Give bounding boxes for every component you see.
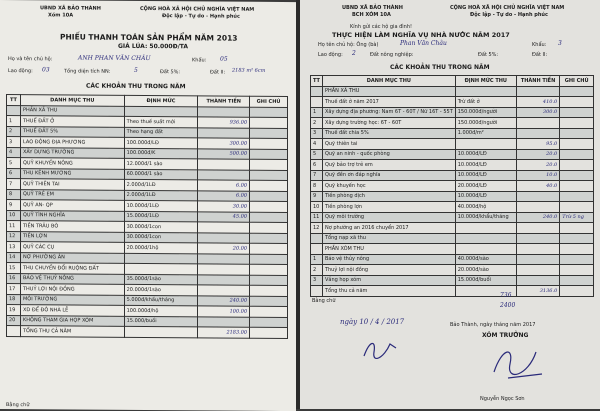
table-row [7, 326, 288, 338]
table-cell: 4 [311, 139, 323, 150]
table-cell: 100.000đ/K [124, 148, 198, 159]
table-cell [560, 286, 594, 297]
table-cell: 2 [311, 265, 323, 276]
table-cell: THU KÊNH MƯƠNG [20, 168, 124, 179]
col-header: ĐỊNH MỨC THU [455, 76, 516, 87]
table-row [311, 233, 594, 244]
table-cell: Theo thuế suất mới [124, 116, 198, 127]
table-cell [250, 107, 288, 118]
left-price: GIÁ LÚA: 50.000Đ/TA [118, 42, 189, 51]
table-cell: 17 [7, 284, 21, 295]
table-cell: 20.00 [198, 243, 250, 254]
right-notice [300, 0, 600, 409]
right-org-line2: BCH XÓM 10A [352, 12, 391, 18]
table-cell [516, 128, 559, 139]
table-cell [250, 212, 288, 223]
table-cell: TỔNG THU CẢ NĂM [20, 326, 124, 337]
table-cell [250, 254, 288, 265]
table-cell: 19 [7, 305, 21, 316]
table-cell: QUỸ TÌNH NGHĨA [20, 210, 124, 221]
table-cell: 10.000đ/LĐ [455, 170, 516, 181]
table-row [311, 160, 594, 171]
right-footer-label: Bằng chữ [312, 298, 336, 304]
table-row [311, 191, 594, 202]
table-cell [250, 149, 288, 160]
table-cell: QUỸ CÁC CỤ [20, 242, 124, 253]
right-khau-label: Khẩu: [532, 42, 547, 48]
table-cell [560, 233, 594, 244]
table-cell: 30.000đ/1con [124, 221, 198, 232]
table-cell: 9 [311, 191, 323, 202]
table-cell: 1.000đ/m² [455, 128, 516, 139]
col-header: THÀNH TIỀN [516, 76, 559, 87]
table-cell: Thuế đất chia 5% [322, 128, 455, 139]
right-republic: CỘNG HOÀ XÃ HỘI CHỦ NGHĨA VIỆT NAM [450, 5, 565, 11]
table-cell: Trừ 5 ng [560, 212, 594, 223]
left-fees-table [6, 94, 288, 338]
table-row [311, 275, 594, 286]
table-cell: BẢO VỆ THUỶ NÔNG [20, 273, 124, 284]
left-footer: Bằng chữ [6, 402, 30, 409]
table-cell: Theo hạng đất [124, 127, 198, 138]
table-cell [250, 317, 288, 328]
left-republic: CỘNG HOÀ XÃ HỘI CHỦ NGHĨA VIỆT NAM [140, 5, 255, 13]
table-cell: Tiền phòng dịch [322, 191, 455, 202]
right-dat-label: Đất nông nghiệp: [370, 52, 414, 58]
table-cell [7, 326, 21, 337]
table-cell: Tổng nạp xã thu [322, 233, 455, 244]
table-cell [250, 285, 288, 296]
table-row [311, 170, 594, 181]
table-cell: 8 [311, 181, 323, 192]
table-cell [198, 106, 250, 117]
left-org-line1: UBND XÃ BẢO THÀNH [40, 5, 101, 12]
table-cell [311, 86, 323, 97]
table-cell: Vắng họp xóm [322, 275, 455, 286]
table-cell [560, 191, 594, 202]
col-header: THÀNH TIỀN [198, 96, 250, 107]
table-cell [198, 127, 250, 138]
right-labor-label: Lao động: [318, 52, 343, 58]
table-cell: 10.000đ/khẩu/tháng [455, 212, 516, 223]
table-cell: 20.000đ/LĐ [455, 181, 516, 192]
table-cell [198, 264, 250, 275]
table-cell: 20.000đ/1hộ [124, 242, 198, 253]
table-cell [198, 316, 250, 327]
table-cell [516, 233, 559, 244]
table-cell: 5 [311, 149, 323, 160]
table-cell [198, 159, 250, 170]
table-cell: 35.000đ/1sào [124, 274, 198, 285]
table-cell: 3 [7, 137, 21, 148]
table-cell: NỢ PHƯỜNG ÂN [20, 252, 124, 263]
right-dat5-label: Đất 5%: [478, 52, 499, 58]
table-cell [516, 223, 559, 234]
table-cell [516, 275, 559, 286]
table-cell: 240.0 [516, 212, 559, 223]
table-cell [455, 233, 516, 244]
table-row [311, 86, 594, 97]
table-cell [455, 223, 516, 234]
table-cell [198, 285, 250, 296]
table-cell [250, 159, 288, 170]
table-cell: 18 [7, 294, 21, 305]
table-cell [250, 191, 288, 202]
table-cell [124, 106, 198, 117]
right-khau-value: 3 [558, 40, 562, 47]
table-cell [250, 201, 288, 212]
right-labor-value: 2 [352, 50, 356, 57]
signature-scribble [360, 336, 400, 362]
table-cell: PHẦN XÃ THU [20, 105, 124, 116]
table-cell: 7 [7, 179, 21, 190]
col-header: DANH MỤC THU [322, 76, 455, 87]
left-org-line2: Xóm 10A [48, 12, 74, 19]
table-row [311, 244, 594, 255]
table-cell: 10.000đ/1LĐ [124, 200, 198, 211]
table-cell: 300.0 [516, 107, 559, 118]
col-header: GHI CHÚ [560, 76, 594, 87]
table-cell: Thuế đất ở năm 2017 [322, 97, 455, 108]
table-cell: 20 [7, 315, 21, 326]
right-greeting: Kính gửi các hộ gia đình! [350, 24, 413, 30]
table-cell: Quỹ đền ơn đáp nghĩa [322, 170, 455, 181]
table-cell: 5 [7, 158, 21, 169]
table-cell: 13 [7, 242, 21, 253]
table-cell [250, 180, 288, 191]
table-row [311, 107, 594, 118]
table-cell [250, 327, 288, 338]
left-labor-value: 03 [42, 66, 50, 74]
table-cell [198, 232, 250, 243]
table-cell [516, 191, 559, 202]
table-cell [250, 275, 288, 286]
table-cell [198, 274, 250, 285]
table-cell [311, 97, 323, 108]
table-cell [250, 243, 288, 254]
table-cell: 9 [7, 200, 21, 211]
table-cell [560, 265, 594, 276]
table-cell [560, 223, 594, 234]
table-cell: 3 [311, 128, 323, 139]
table-cell: QUỸ KHUYẾN NÔNG [20, 158, 124, 169]
table-cell: 936.00 [198, 117, 250, 128]
table-cell: 40.000đ/sào [455, 254, 516, 265]
right-fees-table [310, 75, 594, 297]
table-cell: Quỹ thiên tai [322, 139, 455, 150]
table-cell: 15.000đ/1LĐ [124, 211, 198, 222]
table-cell [560, 244, 594, 255]
table-cell: 20.0 [516, 149, 559, 160]
table-cell: 8 [7, 189, 21, 200]
table-cell [198, 222, 250, 233]
table-cell [516, 118, 559, 129]
table-cell: 240.00 [198, 295, 250, 306]
table-cell: QUỸ THIÊN TAI [20, 179, 124, 190]
table-cell: 15.000đ/buổi [455, 275, 516, 286]
table-cell: 300.00 [198, 138, 250, 149]
table-cell [124, 253, 198, 264]
col-header: TT [7, 95, 21, 106]
table-cell [560, 118, 594, 129]
table-cell [560, 107, 594, 118]
table-cell: 30.00 [198, 201, 250, 212]
left-section-title: CÁC KHOẢN THU TRONG NĂM [86, 82, 186, 91]
left-owner-value: ANH PHAN VĂN CHÂU [78, 54, 151, 63]
table-cell [124, 263, 198, 274]
left-area-value: 5 [134, 66, 138, 74]
table-row [311, 202, 594, 213]
table-cell: 3 [311, 275, 323, 286]
col-header: DANH MỤC THU [20, 95, 124, 106]
table-cell: Quỹ môi trường [322, 212, 455, 223]
table-cell: 20.000đ/sào [455, 265, 516, 276]
left-area-label: Tổng diện tích NN: [64, 68, 111, 75]
left-title: PHIẾU THANH TOÁN SẢN PHẨM NĂM 2013 [60, 32, 238, 43]
col-header: TT [311, 76, 323, 87]
table-cell [560, 97, 594, 108]
table-cell: 500.00 [198, 148, 250, 159]
right-sig-date: Bảo Thành, ngày tháng năm 2017 [450, 322, 536, 328]
left-motto: Độc lập - Tự do - Hạnh phúc [162, 13, 240, 20]
col-header: ĐỊNH MỨC [124, 95, 198, 106]
table-cell [560, 149, 594, 160]
table-cell: 11 [311, 212, 323, 223]
left-khau-label: Khẩu: [192, 57, 207, 64]
table-cell: 150.000đ/người [455, 118, 516, 129]
table-cell [250, 306, 288, 317]
right-owner-value: Phan Văn Châu [400, 40, 447, 47]
table-cell: Quỹ khuyến học [322, 181, 455, 192]
table-cell: THUẾ ĐẤT 5% [20, 126, 124, 137]
table-cell [455, 244, 516, 255]
table-cell [250, 233, 288, 244]
table-cell: 12.000đ/1 sào [124, 158, 198, 169]
table-cell: 10.000đ/LĐ [455, 149, 516, 160]
table-cell: 20.0 [516, 160, 559, 171]
table-cell [516, 202, 559, 213]
table-cell: XD ĐỂ ĐÔ NHÀ LỄ [20, 305, 124, 316]
table-cell: Xây dựng địa phương: Nam 6T - 60T / Nữ 16T - 55T [322, 107, 455, 118]
table-cell: 15.000/buổi [124, 316, 198, 327]
chief-signature [488, 342, 548, 382]
table-cell: 10.000đ/LĐ [455, 191, 516, 202]
table-cell: 100.000đ/LĐ [124, 137, 198, 148]
table-cell: 10.000đ/LĐ [455, 160, 516, 171]
right-org-line1: UBND XÃ BẢO THÀNH [342, 5, 403, 11]
right-sig-role: XÓM TRƯỞNG [482, 332, 529, 339]
right-totals-note2: 2400 [500, 302, 516, 309]
table-cell [516, 265, 559, 276]
col-header: GHI CHÚ [250, 96, 288, 107]
table-cell: Xây dựng trường học: 6T - 60T [322, 118, 455, 129]
table-cell [560, 86, 594, 97]
table-row [311, 97, 594, 108]
table-cell: 11 [7, 221, 21, 232]
table-cell: 410.0 [516, 97, 559, 108]
table-cell [250, 170, 288, 181]
table-cell: THUỶ LỢI NỘI ĐỒNG [20, 284, 124, 295]
table-cell: 14 [7, 252, 21, 263]
table-cell: 1 [311, 254, 323, 265]
table-cell: 2.000đ/1LĐ [124, 190, 198, 201]
table-row [311, 286, 594, 297]
table-cell: LAO ĐỘNG ĐỊA PHƯƠNG [20, 137, 124, 148]
table-cell [560, 139, 594, 150]
table-cell [311, 286, 323, 297]
table-cell: 16 [7, 273, 21, 284]
table-cell [250, 117, 288, 128]
table-cell: KHÔNG THAM GIA HỌP XÓM [20, 315, 124, 326]
left-dat-label: Đất 5%: [160, 69, 181, 76]
table-cell [250, 128, 288, 139]
table-cell: 10.0 [516, 170, 559, 181]
table-cell: 2183.00 [198, 327, 250, 338]
table-cell [250, 138, 288, 149]
table-cell [560, 170, 594, 181]
table-cell: THU CHUYỂN ĐỔI RUỘNG ĐẤT [20, 263, 124, 274]
table-cell: PHẦN XÃ THU [322, 86, 455, 97]
table-row [311, 139, 594, 150]
table-cell: 2 [311, 118, 323, 129]
left-labor-label: Lao động: [8, 68, 33, 75]
table-cell: 100.000đ/hộ [124, 305, 198, 316]
right-totals-note1: 736 [500, 292, 512, 299]
table-cell [7, 105, 21, 116]
table-row [311, 118, 594, 129]
table-row [311, 181, 594, 192]
table-cell [516, 244, 559, 255]
table-row [311, 212, 594, 223]
table-cell: 6.00 [198, 180, 250, 191]
table-cell [455, 86, 516, 97]
right-datii-label: Đất II: [532, 52, 548, 58]
table-cell: Tiền phòng lợn [322, 202, 455, 213]
table-cell [560, 202, 594, 213]
table-cell: 6 [7, 168, 21, 179]
table-cell: 1 [311, 107, 323, 118]
table-cell: 5.000đ/khẩu/tháng [124, 295, 198, 306]
right-sig-name: Nguyễn Ngọc Sơn [480, 396, 525, 402]
table-cell [311, 233, 323, 244]
table-cell: QUỸ AN- QP [20, 200, 124, 211]
table-cell: Trừ đất ở [455, 97, 516, 108]
table-cell: 40.0 [516, 181, 559, 192]
table-cell: 12 [311, 223, 323, 234]
table-cell: Bảo vệ thủy nông [322, 254, 455, 265]
table-row [311, 265, 594, 276]
table-cell: 2.000đ/1LĐ [124, 179, 198, 190]
table-cell [560, 160, 594, 171]
table-cell [250, 264, 288, 275]
table-cell: THUẾ ĐẤT Ở [20, 116, 124, 127]
left-owner-label: Họ và tên chủ hộ: [8, 56, 53, 63]
table-cell: 6.00 [198, 190, 250, 201]
right-table-header [311, 76, 594, 87]
table-cell: 10 [311, 202, 323, 213]
table-cell [516, 86, 559, 97]
table-cell: 4 [7, 147, 21, 158]
left-dat-ii-label: Đất II: [210, 69, 226, 76]
table-cell: 15 [7, 263, 21, 274]
table-cell: 150.000đ/người [455, 107, 516, 118]
table-cell: 60.000đ/1 sào [124, 169, 198, 180]
table-cell: Quỹ an ninh - quốc phòng [322, 149, 455, 160]
table-cell [560, 254, 594, 265]
right-title: THỰC HIỆN LÀM NGHĨA VỤ NHÀ NƯỚC NĂM 2017 [332, 31, 510, 39]
table-cell: 12 [7, 231, 21, 242]
table-cell: 1 [7, 116, 21, 127]
table-cell: 3136.0 [516, 286, 559, 297]
table-cell: 30.000đ/1con [124, 232, 198, 243]
left-receipt [0, 0, 296, 411]
table-cell [560, 275, 594, 286]
table-cell: 95.0 [516, 139, 559, 150]
table-cell [455, 139, 516, 150]
table-cell: 45.00 [198, 211, 250, 222]
table-cell: Thuỷ lợi nội đồng [322, 265, 455, 276]
right-section-title: CÁC KHOẢN THU TRONG NĂM [390, 64, 490, 71]
left-dat-ii-value: 2183 m² 6cm [232, 67, 266, 74]
table-row [311, 254, 594, 265]
table-row [311, 149, 594, 160]
table-cell: 2 [7, 126, 21, 137]
table-cell: 40.000đ/hộ [455, 202, 516, 213]
table-cell [250, 222, 288, 233]
table-cell [311, 244, 323, 255]
table-cell: Tổng thu cả năm [322, 286, 455, 297]
table-cell [516, 254, 559, 265]
right-owner-label: Họ tên chủ hộ: Ông (bà) [318, 42, 379, 48]
table-cell: TIỀN LỢN [20, 231, 124, 242]
table-row [311, 223, 594, 234]
table-cell: QUỸ TRẺ EM [20, 189, 124, 200]
table-cell: Quỹ bảo trợ trẻ em [322, 160, 455, 171]
table-cell: MÔI TRƯỜNG [20, 294, 124, 305]
table-cell [250, 296, 288, 307]
right-motto: Độc lập - Tự do - Hạnh phúc [470, 12, 548, 18]
table-cell: PHẦN XÓM THU [322, 244, 455, 255]
table-cell [198, 169, 250, 180]
table-cell [124, 326, 198, 337]
table-cell [560, 128, 594, 139]
table-cell: 7 [311, 170, 323, 181]
table-cell: 20.000đ/1sào [124, 284, 198, 295]
table-cell: 100.00 [198, 306, 250, 317]
table-cell [198, 253, 250, 264]
right-hand-date: ngày 10 / 4 / 2017 [340, 318, 405, 326]
table-cell [560, 181, 594, 192]
table-cell: TIỀN TRÂU BÒ [20, 221, 124, 232]
table-cell: 10 [7, 210, 21, 221]
table-cell: 6 [311, 160, 323, 171]
table-cell: Nợ phường an 2016 chuyển 2017 [322, 223, 455, 234]
table-row [311, 128, 594, 139]
table-cell: XÂY DỰNG TRƯỜNG [20, 147, 124, 158]
left-khau-value: 05 [220, 55, 228, 63]
